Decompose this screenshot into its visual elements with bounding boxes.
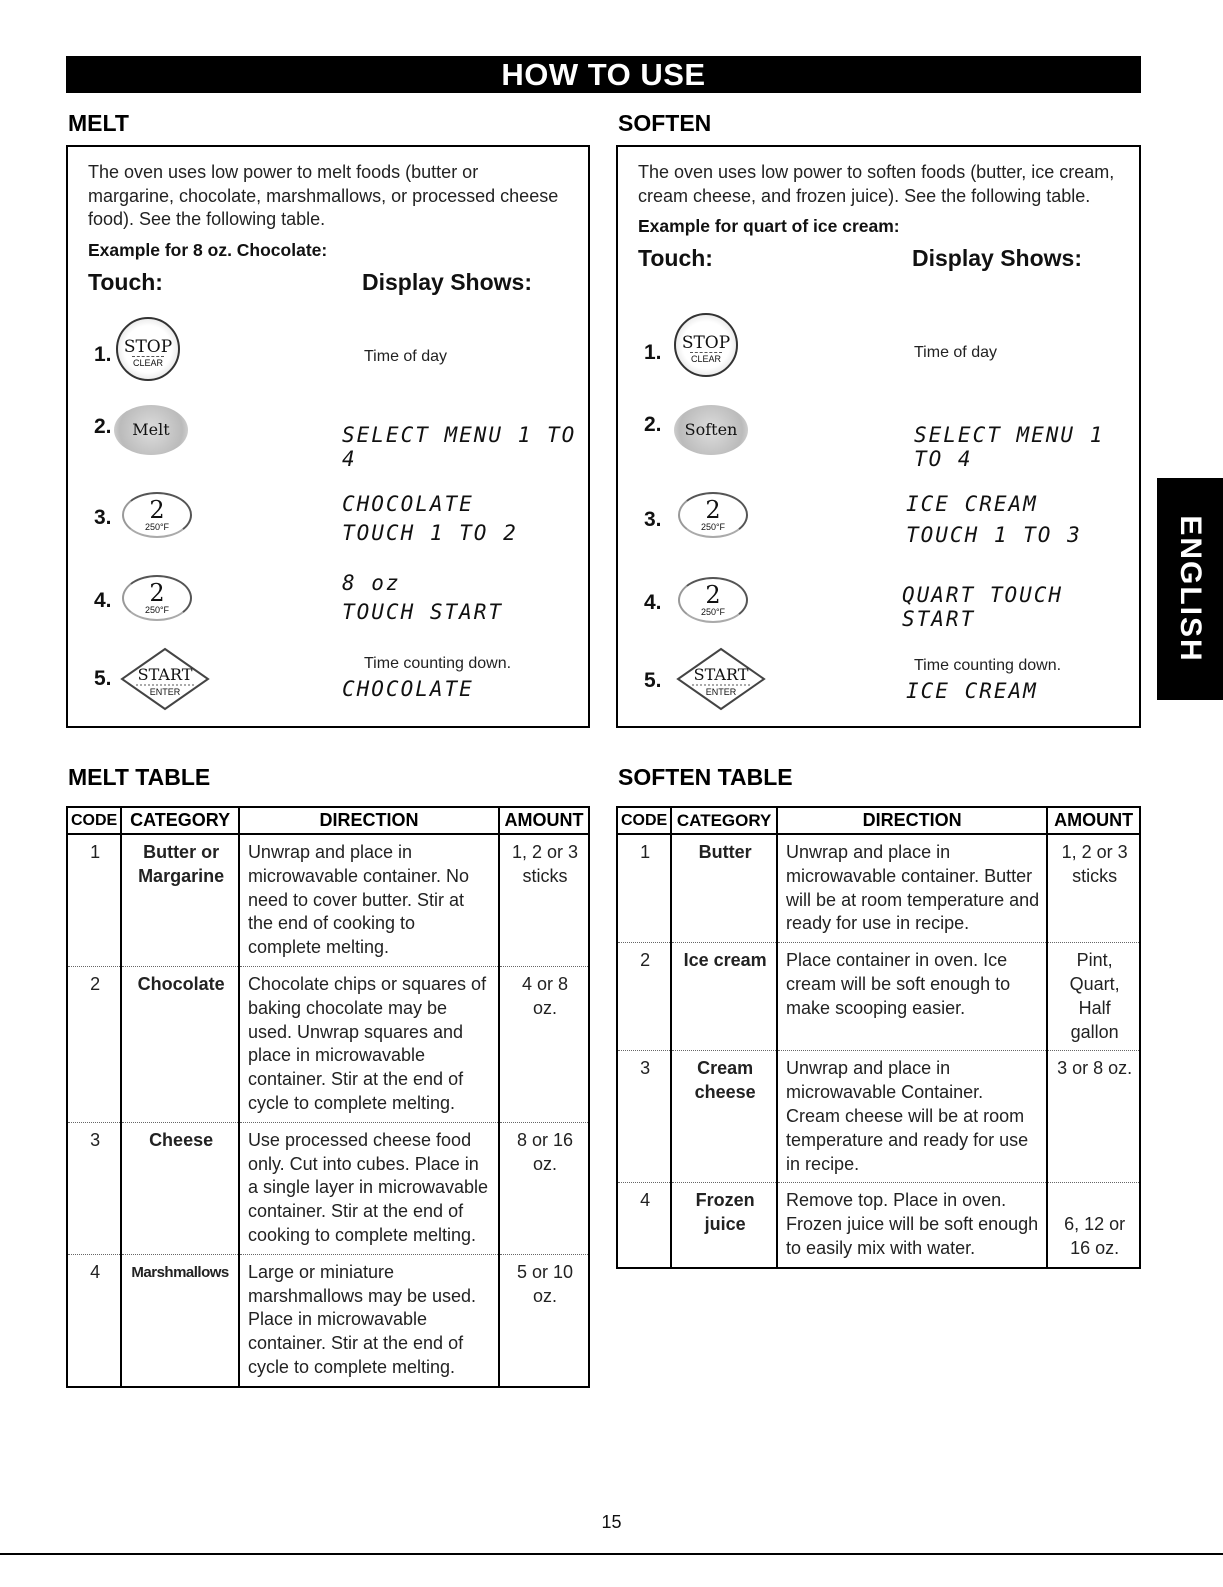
code-cell: 2: [617, 943, 671, 1051]
code-cell: 4: [67, 1254, 121, 1386]
melt-display-4a: 8 oz: [342, 571, 401, 595]
soften-table-heading: SOFTEN TABLE: [618, 764, 793, 790]
column-header: CODE: [67, 807, 121, 834]
button-sublabel: 250°F: [144, 605, 170, 615]
step-number: 4.: [94, 589, 112, 612]
melt-display-4b: TOUCH START: [342, 600, 504, 624]
stop-clear-button[interactable]: [116, 317, 180, 381]
column-header: DIRECTION: [777, 807, 1047, 834]
button-label: 2: [149, 579, 165, 607]
melt-table: [66, 806, 590, 1388]
melt-column-heads: [88, 267, 568, 303]
code-cell: 2: [67, 966, 121, 1122]
button-label: STOP: [123, 337, 173, 357]
soften-display-4: QUART TOUCH START: [902, 583, 1064, 631]
melt-panel: [66, 145, 590, 728]
table-row: [617, 1051, 1140, 1183]
code-cell: 4: [617, 1183, 671, 1268]
table-row: [67, 1254, 589, 1386]
button-sublabel: ENTER: [149, 687, 181, 697]
column-header: AMOUNT: [1047, 807, 1140, 834]
step-number: 5.: [94, 667, 112, 690]
code-cell: 1: [617, 834, 671, 943]
melt-display-1: Time of day: [364, 348, 447, 365]
code-cell: 1: [67, 834, 121, 966]
number-2-button[interactable]: [678, 492, 748, 538]
number-2-button[interactable]: [122, 575, 192, 621]
start-enter-button[interactable]: [676, 647, 766, 711]
amount-cell: 5 or 10 oz.: [499, 1254, 589, 1386]
table-row: [67, 834, 589, 966]
column-header: CODE: [617, 807, 671, 834]
amount-cell: 1, 2 or 3 sticks: [1047, 834, 1140, 943]
button-label: 2: [149, 496, 165, 524]
direction-cell: Place container in oven. Ice cream will be soft enough to make scooping easier.: [777, 943, 1047, 1051]
category-cell: Butter: [671, 834, 777, 943]
button-label: STOP: [681, 333, 731, 353]
table-row: [67, 966, 589, 1122]
soften-heading: SOFTEN: [618, 110, 712, 136]
category-cell: Frozen juice: [671, 1183, 777, 1268]
page-number: 15: [601, 1512, 622, 1532]
soften-display-5a: Time counting down.: [914, 657, 1062, 674]
direction-cell: Remove top. Place in oven. Frozen juice will be soft enough to easily mix with water.: [777, 1183, 1047, 1268]
number-2-button[interactable]: [678, 577, 748, 623]
soften-touch-label: Touch:: [638, 245, 713, 271]
language-tab-label: ENGLISH: [1174, 515, 1207, 663]
step-number: 3.: [94, 506, 112, 529]
amount-cell: 1, 2 or 3 sticks: [499, 834, 589, 966]
direction-cell: Large or miniature marshmallows may be used. Place in microwavable container. Stir at the end of cycle to complete melting.: [239, 1254, 499, 1386]
language-tab: [1157, 478, 1223, 700]
amount-cell: Pint, Quart, Half gallon: [1047, 943, 1140, 1051]
direction-cell: Use processed cheese food only. Cut into cubes. Place in a single layer in microwavable container. Stir at the end of cooking to complete melting.: [239, 1122, 499, 1254]
button-label: START: [693, 665, 749, 684]
column-header: CATEGORY: [671, 807, 777, 834]
button-label: 2: [705, 496, 721, 524]
soften-intro: The oven uses low power to soften foods (butter, ice cream, cream cheese, and frozen juice). See the following table.: [638, 162, 1115, 206]
step-number: 2.: [94, 415, 112, 438]
direction-cell: Unwrap and place in microwavable Container. Cream cheese will be at room temperature and ready for use in recipe.: [777, 1051, 1047, 1183]
soften-display-2: SELECT MENU 1 TO 4: [914, 423, 1105, 471]
soften-display-5b: ICE CREAM: [906, 679, 1038, 703]
category-cell: Chocolate: [121, 966, 239, 1122]
step-number: 5.: [644, 669, 662, 692]
amount-cell: 3 or 8 oz.: [1047, 1051, 1140, 1183]
melt-button[interactable]: Melt: [114, 405, 188, 455]
column-header: DIRECTION: [239, 807, 499, 834]
number-2-button[interactable]: [122, 492, 192, 538]
soften-table: [616, 806, 1141, 1269]
step-number: 4.: [644, 591, 662, 614]
direction-cell: Unwrap and place in microwavable container. No need to cover butter. Stir at the end of cooking to complete melting.: [239, 834, 499, 966]
melt-heading: MELT: [68, 110, 129, 136]
soften-panel: [616, 145, 1141, 728]
soften-example: Example for quart of ice cream:: [638, 216, 900, 236]
soften-display-3a: ICE CREAM: [906, 492, 1038, 516]
melt-display-3a: CHOCOLATE: [342, 492, 474, 516]
soften-display-3b: TOUCH 1 TO 3: [906, 523, 1082, 547]
button-label: 2: [705, 581, 721, 609]
page-banner: HOW TO USE: [66, 56, 1141, 93]
category-cell: Ice cream: [671, 943, 777, 1051]
table-row: [617, 834, 1140, 943]
step-number: 2.: [644, 413, 662, 436]
melt-display-2: SELECT MENU 1 TO 4: [342, 423, 577, 471]
melt-example: Example for 8 oz. Chocolate:: [88, 239, 328, 260]
column-header: CATEGORY: [121, 807, 239, 834]
amount-cell: 4 or 8 oz.: [499, 966, 589, 1122]
soften-display-label: Display Shows:: [912, 245, 1082, 271]
button-sublabel: 250°F: [144, 522, 170, 532]
melt-display-5b: CHOCOLATE: [342, 677, 474, 701]
category-cell: Marshmallows: [121, 1254, 239, 1386]
button-sublabel: CLEAR: [132, 358, 163, 368]
bottom-rule: [0, 1553, 1223, 1555]
step-number: 1.: [644, 341, 662, 364]
melt-touch-label: Touch:: [88, 268, 163, 295]
button-sublabel: ENTER: [705, 687, 737, 697]
direction-cell: Chocolate chips or squares of baking chocolate may be used. Unwrap squares and place in microwavable container. Stir at the end of cycle to complete melting.: [239, 966, 499, 1122]
melt-table-heading: MELT TABLE: [68, 764, 211, 790]
amount-cell: 8 or 16 oz.: [499, 1122, 589, 1254]
code-cell: 3: [617, 1051, 671, 1183]
amount-cell: 6, 12 or 16 oz.: [1047, 1183, 1140, 1268]
soften-column-heads: [638, 243, 1119, 279]
melt-display-5a: Time counting down.: [364, 655, 512, 672]
button-label: START: [137, 665, 193, 684]
table-row: [617, 1183, 1140, 1268]
melt-intro: The oven uses low power to melt foods (butter or margarine, chocolate, marshmallows, or processed cheese food). See the following table.: [88, 162, 559, 229]
column-header: AMOUNT: [499, 807, 589, 834]
melt-display-label: Display Shows:: [362, 268, 532, 295]
code-cell: 3: [67, 1122, 121, 1254]
start-enter-button[interactable]: [120, 647, 210, 711]
category-cell: Butter or Margarine: [121, 834, 239, 966]
category-cell: Cream cheese: [671, 1051, 777, 1183]
direction-cell: Unwrap and place in microwavable container. Butter will be at room temperature and ready for use in recipe.: [777, 834, 1047, 943]
melt-display-3b: TOUCH 1 TO 2: [342, 521, 518, 545]
stop-clear-button[interactable]: [674, 313, 738, 377]
soften-button[interactable]: Soften: [674, 405, 748, 455]
table-row: [67, 1122, 589, 1254]
button-sublabel: 250°F: [700, 607, 726, 617]
category-cell: Cheese: [121, 1122, 239, 1254]
step-number: 1.: [94, 343, 112, 366]
soften-display-1: Time of day: [914, 344, 997, 361]
button-sublabel: CLEAR: [690, 354, 721, 364]
table-row: [617, 943, 1140, 1051]
button-sublabel: 250°F: [700, 522, 726, 532]
step-number: 3.: [644, 508, 662, 531]
